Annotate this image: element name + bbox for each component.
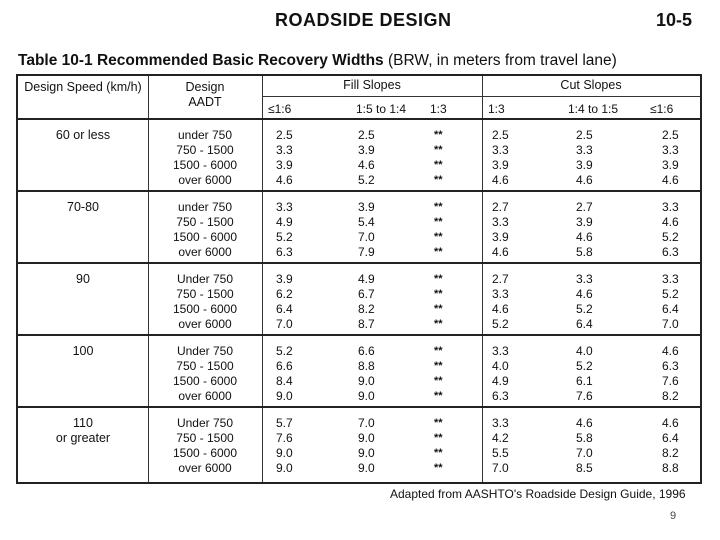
speed-group: [18, 126, 700, 194]
fill-slope-value: 5.7: [276, 416, 293, 430]
design-speed-cell: [18, 416, 148, 446]
header-bottom-rule: [18, 118, 700, 120]
cut-slope-value: 3.3: [576, 143, 593, 157]
aadt-cell: under 750: [177, 128, 233, 142]
aadt-cell: over 6000: [178, 245, 232, 259]
fill-slope-value: **: [434, 159, 443, 171]
fill-slope-value: 8.8: [358, 359, 375, 373]
fill-slope-value: **: [434, 447, 443, 459]
fill-slope-value: 2.5: [358, 128, 375, 142]
fill-slope-value: 6.6: [276, 359, 293, 373]
cut-slope-value: 7.6: [662, 374, 679, 388]
design-speed-text: 110: [73, 416, 93, 430]
speed-group: [18, 270, 700, 338]
fill-slope-value: 6.7: [358, 287, 375, 301]
fill-slope-value: 4.9: [276, 215, 293, 229]
design-speed-cell: [18, 128, 148, 143]
design-speed-text: 60 or less: [55, 128, 111, 142]
cut-slope-value: 4.6: [662, 215, 679, 229]
fill-slope-value: **: [434, 144, 443, 156]
fill-slope-value: 5.4: [358, 215, 375, 229]
cut-slope-value: 4.2: [492, 431, 509, 445]
fill-slope-value: 7.0: [358, 230, 375, 244]
fill-slope-value: 9.0: [358, 374, 375, 388]
speed-group: [18, 414, 700, 482]
caption-sub: (BRW, in meters from travel lane): [388, 52, 617, 69]
design-speed-cell: [18, 344, 148, 359]
fill-slope-value: 9.0: [276, 389, 293, 403]
cut-slope-value: 5.8: [576, 431, 593, 445]
fill-slope-value: **: [434, 345, 443, 357]
cut-slope-value: 6.3: [662, 245, 679, 259]
subheader-cut-mid: 1:4 to 1:5: [568, 102, 619, 116]
cut-slope-value: 6.3: [662, 359, 679, 373]
cut-slope-value: 6.4: [662, 302, 679, 316]
fill-slope-value: 3.3: [276, 200, 293, 214]
fill-slope-value: 6.2: [276, 287, 293, 301]
fill-slope-value: 3.9: [358, 200, 375, 214]
fill-slope-value: **: [434, 360, 443, 372]
fill-slope-value: **: [434, 129, 443, 141]
fill-slope-value: **: [434, 432, 443, 444]
cut-slope-value: 5.5: [492, 446, 509, 460]
aadt-cell: 750 - 1500: [176, 143, 234, 157]
aadt-cell: Under 750: [176, 416, 234, 430]
fill-slope-value: **: [434, 417, 443, 429]
cut-slope-value: 3.3: [492, 143, 509, 157]
slide-number: 9: [670, 510, 677, 522]
cut-slope-value: 2.7: [492, 272, 509, 286]
fill-slope-value: 5.2: [276, 230, 293, 244]
fill-slope-value: **: [434, 390, 443, 402]
cut-slope-value: 5.2: [576, 302, 593, 316]
cut-slope-value: 4.6: [576, 416, 593, 430]
fill-slope-value: **: [434, 303, 443, 315]
cut-slope-value: 7.6: [576, 389, 593, 403]
aadt-cell: Under 750: [176, 344, 234, 358]
fill-slope-value: 7.9: [358, 245, 375, 259]
fill-slope-value: 3.9: [358, 143, 375, 157]
fill-slope-value: **: [434, 273, 443, 285]
design-speed-text: 100: [72, 344, 94, 358]
design-speed-text: 90: [76, 272, 90, 286]
fill-slope-value: **: [434, 174, 443, 186]
fill-slope-value: 8.2: [358, 302, 375, 316]
speed-group: [18, 342, 700, 410]
cut-slope-value: 2.7: [492, 200, 509, 214]
cut-slope-value: 4.6: [492, 245, 509, 259]
fill-slope-value: 9.0: [358, 389, 375, 403]
subheader-fill-steep: 1:3: [430, 102, 447, 116]
cut-slope-value: 4.6: [662, 173, 679, 187]
cut-slope-value: 4.0: [492, 359, 509, 373]
aadt-cell: 1500 - 6000: [172, 446, 238, 460]
cut-slope-value: 4.6: [576, 287, 593, 301]
cut-slope-value: 6.1: [576, 374, 593, 388]
cut-slope-value: 4.6: [576, 173, 593, 187]
page-header-title: ROADSIDE DESIGN: [275, 10, 452, 30]
cut-slope-value: 2.5: [662, 128, 679, 142]
cut-slope-value: 3.9: [576, 215, 593, 229]
cut-slope-value: 5.2: [576, 359, 593, 373]
fill-slope-value: **: [434, 231, 443, 243]
cut-slope-value: 3.3: [492, 344, 509, 358]
cut-slope-value: 7.0: [492, 461, 509, 475]
aadt-cell: 1500 - 6000: [172, 230, 238, 244]
fill-slope-value: 5.2: [276, 344, 293, 358]
aadt-cell: 750 - 1500: [176, 287, 234, 301]
fill-slope-value: 8.7: [358, 317, 375, 331]
cut-slope-value: 7.0: [576, 446, 593, 460]
cut-slope-value: 5.2: [662, 230, 679, 244]
cut-slope-value: 6.3: [492, 389, 509, 403]
cut-slope-value: 8.2: [662, 389, 679, 403]
aadt-cell: 1500 - 6000: [172, 158, 238, 172]
header-divider: [262, 96, 700, 97]
cut-slope-value: 5.2: [492, 317, 509, 331]
cut-slope-value: 6.4: [662, 431, 679, 445]
cut-slope-value: 4.9: [492, 374, 509, 388]
fill-slope-value: 6.6: [358, 344, 375, 358]
fill-slope-value: 8.4: [276, 374, 293, 388]
fill-slope-value: 9.0: [358, 446, 375, 460]
cut-slope-value: 5.2: [662, 287, 679, 301]
design-speed-cell: [18, 272, 148, 287]
aadt-cell: 750 - 1500: [176, 215, 234, 229]
fill-slope-value: 3.3: [276, 143, 293, 157]
cut-slope-value: 4.0: [576, 344, 593, 358]
fill-slope-value: 3.9: [276, 158, 293, 172]
table-caption: [18, 52, 617, 70]
speed-group: [18, 198, 700, 266]
subheader-fill-flat: ≤1:6: [268, 102, 292, 116]
aadt-cell: over 6000: [178, 389, 232, 403]
fill-slope-value: **: [434, 288, 443, 300]
header-cut-slopes: Cut Slopes: [560, 78, 622, 92]
header-speed: Design Speed (km/h): [24, 80, 142, 94]
cut-slope-value: 7.0: [662, 317, 679, 331]
aadt-cell: 1500 - 6000: [172, 374, 238, 388]
caption-main: Table 10-1 Recommended Basic Recovery Widths: [18, 52, 384, 69]
cut-slope-value: 3.3: [662, 200, 679, 214]
cut-slope-value: 3.3: [576, 272, 593, 286]
cut-slope-value: 3.9: [492, 230, 509, 244]
fill-slope-value: 7.0: [276, 317, 293, 331]
aadt-cell: over 6000: [178, 461, 232, 475]
fill-slope-value: 4.6: [276, 173, 293, 187]
cut-slope-value: 3.3: [492, 416, 509, 430]
fill-slope-value: 2.5: [276, 128, 293, 142]
cut-slope-value: 8.8: [662, 461, 679, 475]
cut-slope-value: 4.6: [492, 302, 509, 316]
fill-slope-value: 4.9: [358, 272, 375, 286]
cut-slope-value: 2.7: [576, 200, 593, 214]
header-aadt: Design AADT: [185, 80, 225, 109]
aadt-cell: 750 - 1500: [176, 359, 234, 373]
cut-slope-value: 3.3: [492, 287, 509, 301]
fill-slope-value: **: [434, 216, 443, 228]
aadt-cell: 1500 - 6000: [172, 302, 238, 316]
fill-slope-value: 4.6: [358, 158, 375, 172]
subheader-fill-mid: 1:5 to 1:4: [356, 102, 407, 116]
aadt-cell: 750 - 1500: [176, 431, 234, 445]
recovery-widths-table: [16, 74, 702, 484]
design-speed-text: or greater: [55, 431, 111, 445]
fill-slope-value: 9.0: [358, 431, 375, 445]
fill-slope-value: 9.0: [276, 446, 293, 460]
fill-slope-value: 9.0: [276, 461, 293, 475]
design-speed-text: 70-80: [67, 200, 99, 214]
fill-slope-value: **: [434, 201, 443, 213]
fill-slope-value: 5.2: [358, 173, 375, 187]
fill-slope-value: **: [434, 246, 443, 258]
cut-slope-value: 3.3: [662, 143, 679, 157]
cut-slope-value: 3.9: [576, 158, 593, 172]
page-header-number: 10-5: [656, 10, 693, 30]
cut-slope-value: 4.6: [662, 416, 679, 430]
fill-slope-value: 6.3: [276, 245, 293, 259]
cut-slope-value: 8.2: [662, 446, 679, 460]
design-speed-cell: [18, 200, 148, 215]
cut-slope-value: 4.6: [662, 344, 679, 358]
subheader-cut-flat: ≤1:6: [650, 102, 674, 116]
cut-slope-value: 5.8: [576, 245, 593, 259]
fill-slope-value: 6.4: [276, 302, 293, 316]
cut-slope-value: 2.5: [492, 128, 509, 142]
fill-slope-value: 3.9: [276, 272, 293, 286]
cut-slope-value: 2.5: [576, 128, 593, 142]
header-fill-slopes: Fill Slopes: [343, 78, 401, 92]
cut-slope-value: 3.9: [662, 158, 679, 172]
aadt-cell: over 6000: [178, 317, 232, 331]
fill-slope-value: 7.6: [276, 431, 293, 445]
aadt-cell: under 750: [177, 200, 233, 214]
cut-slope-value: 3.3: [662, 272, 679, 286]
cut-slope-value: 4.6: [576, 230, 593, 244]
cut-slope-value: 8.5: [576, 461, 593, 475]
source-note: Adapted from AASHTO's Roadside Design Guide, 1996: [390, 487, 686, 501]
cut-slope-value: 6.4: [576, 317, 593, 331]
subheader-cut-steep: 1:3: [488, 102, 505, 116]
fill-slope-value: 9.0: [358, 461, 375, 475]
cut-slope-value: 3.9: [492, 158, 509, 172]
fill-slope-value: **: [434, 462, 443, 474]
aadt-cell: Under 750: [176, 272, 234, 286]
fill-slope-value: **: [434, 318, 443, 330]
cut-slope-value: 4.6: [492, 173, 509, 187]
fill-slope-value: 7.0: [358, 416, 375, 430]
fill-slope-value: **: [434, 375, 443, 387]
cut-slope-value: 3.3: [492, 215, 509, 229]
aadt-cell: over 6000: [178, 173, 232, 187]
